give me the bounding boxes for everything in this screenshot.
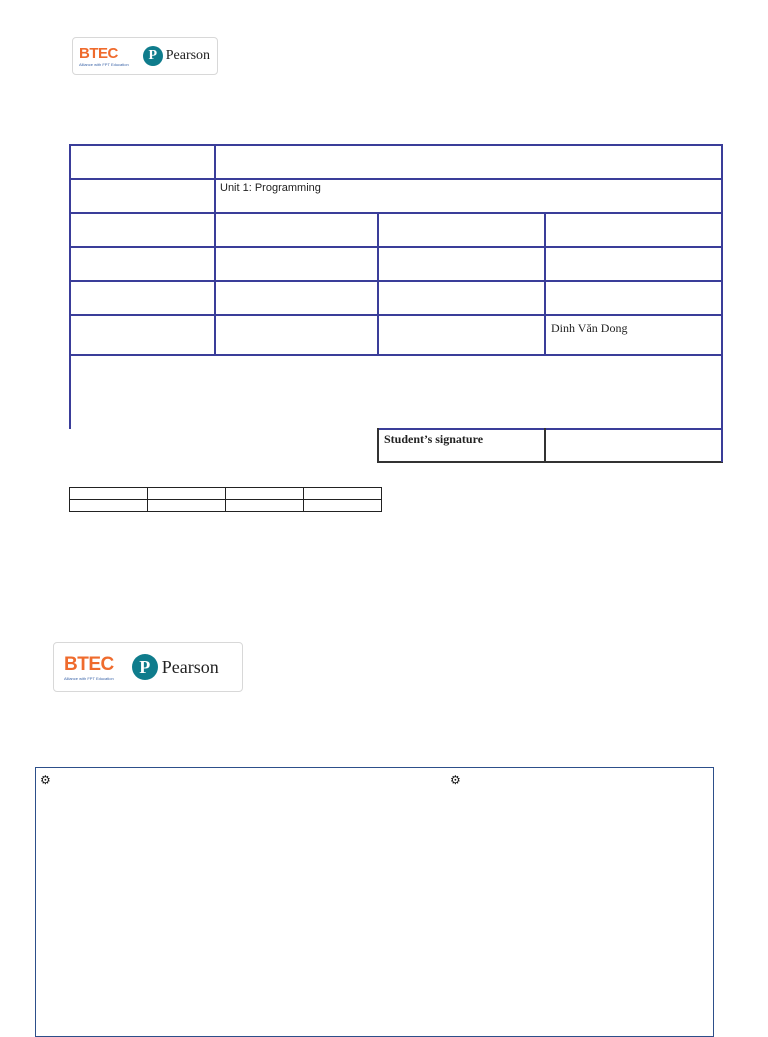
grade-cell (226, 500, 304, 512)
pearson-wordmark: Pearson (165, 48, 211, 63)
btec-pearson-logo-top (72, 37, 218, 75)
pearson-p-icon: P (143, 46, 163, 66)
grading-table (69, 487, 382, 512)
table-row (70, 500, 382, 512)
grade-cell (148, 500, 226, 512)
student-signature-label: Student’s signature (384, 432, 484, 446)
assessor-name-cell: Dinh Văn Dong (551, 321, 628, 335)
grade-cell (226, 488, 304, 500)
gear-icon: ⚙ (40, 773, 51, 787)
btec-subtitle: Alliance with FPT Education (64, 675, 114, 681)
grade-cell (70, 500, 148, 512)
grade-cell (304, 500, 382, 512)
btec-wordmark: BTEC (64, 653, 114, 675)
unit-title-cell: Unit 1: Programming (220, 182, 321, 194)
btec-pearson-logo-bottom (53, 642, 243, 692)
btec-wordmark: BTEC (79, 45, 118, 62)
btec-logo (64, 654, 114, 681)
table-row (70, 488, 382, 500)
btec-subtitle: Alliance with FPT Education (79, 62, 129, 67)
btec-logo (79, 45, 129, 67)
feedback-frame (35, 767, 714, 1037)
grade-cell (70, 488, 148, 500)
grade-cell (304, 488, 382, 500)
gear-icon: ⚙ (450, 773, 461, 787)
pearson-p-icon: P (132, 654, 158, 680)
pearson-wordmark: Pearson (161, 656, 219, 677)
student-signature-field[interactable] (546, 430, 721, 461)
grade-cell (148, 488, 226, 500)
